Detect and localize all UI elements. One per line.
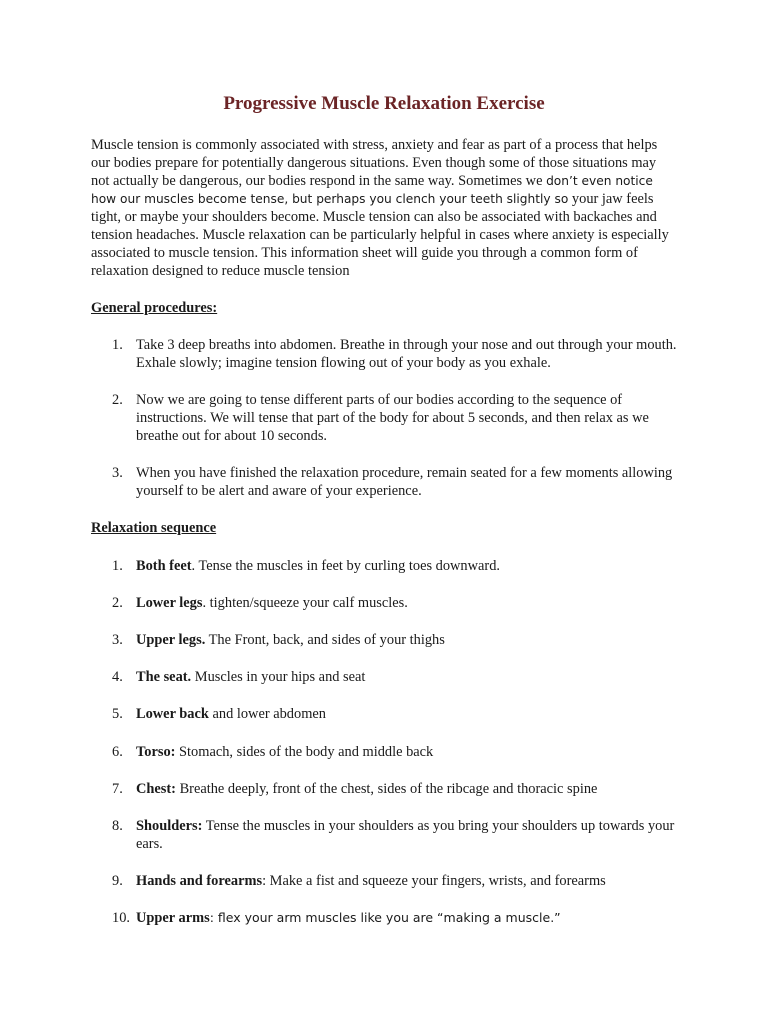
item-label: Both feet <box>136 558 192 574</box>
item-label: Chest: <box>136 781 176 797</box>
intro-paragraph <box>91 136 676 280</box>
item-number: 4. <box>112 669 123 685</box>
item-number: 6. <box>112 744 123 760</box>
item-text: . tighten/squeeze your calf muscles. <box>202 595 408 611</box>
general-procedures-heading: General procedures: <box>91 300 218 316</box>
item-number: 1. <box>112 337 123 353</box>
general-procedure-item <box>112 464 682 500</box>
item-label: Lower back <box>136 706 209 722</box>
item-number: 2. <box>112 595 123 611</box>
item-text: : Make a fist and squeeze your fingers, wrists, and forearms <box>262 873 606 889</box>
item-label: Upper arms <box>136 910 210 926</box>
sequence-item <box>112 668 682 686</box>
item-label: Torso: <box>136 744 176 760</box>
item-text: Take 3 deep breaths into abdomen. Breathe in through your nose and out through your mouth. Exhale slowly; imagine tension flowing out of your body as you exhale. <box>136 337 677 371</box>
item-text: : flex your arm muscles like you are “making a muscle.” <box>209 910 561 925</box>
item-text: The Front, back, and sides of your thighs <box>205 632 445 648</box>
item-number: 5. <box>112 706 123 722</box>
document-title: Progressive Muscle Relaxation Exercise <box>223 93 545 114</box>
relaxation-sequence-heading: Relaxation sequence <box>91 520 217 536</box>
item-number: 9. <box>112 873 123 889</box>
item-number: 2. <box>112 392 123 408</box>
sequence-item <box>112 743 682 761</box>
item-text: Now we are going to tense different parts of our bodies according to the sequence of instructions. We will tense that part of the body for about 5 seconds, and then relax as we breathe out for about 10 seconds. <box>136 392 649 444</box>
item-label: Upper legs. <box>136 632 206 648</box>
sequence-item <box>112 705 682 723</box>
intro-text-part3: your jaw feels tight, or maybe your shoulders become. Muscle tension can also be associated with backaches and tension headaches. Muscle relaxation can be particularly helpful in cases where anxiety is especially associated to muscle tension. This information sheet will guide you through a common form of relaxation designed to reduce muscle tension <box>91 191 669 279</box>
sequence-item <box>112 872 682 890</box>
sequence-item <box>112 817 682 853</box>
sequence-item <box>112 909 682 927</box>
item-label: Lower legs <box>136 595 203 611</box>
item-label: Hands and forearms <box>136 873 263 889</box>
sequence-item <box>112 557 682 575</box>
sequence-item <box>112 594 682 612</box>
item-number: 10. <box>112 910 130 926</box>
intro-text-part1: Muscle tension is commonly associated with stress, anxiety and fear as part of a process that helps our bodies prepare for potentially dangerous situations. Even though some of those situations may not actually be dangerous, our bodies respond in the same way. Sometimes we <box>91 137 658 189</box>
item-text: Muscles in your hips and seat <box>191 669 366 685</box>
sequence-item <box>112 631 682 649</box>
general-procedure-item <box>112 336 682 372</box>
item-text: Breathe deeply, front of the chest, sides of the ribcage and thoracic spine <box>175 781 598 797</box>
general-procedure-item <box>112 391 682 445</box>
item-number: 7. <box>112 781 123 797</box>
item-text: Stomach, sides of the body and middle back <box>175 744 434 760</box>
item-text: Tense the muscles in your shoulders as you bring your shoulders up towards your ears. <box>136 818 675 852</box>
item-text: When you have finished the relaxation procedure, remain seated for a few moments allowing yourself to be alert and aware of your experience. <box>136 465 673 499</box>
sequence-item <box>112 780 682 798</box>
item-label: The seat. <box>136 669 192 685</box>
item-text: . Tense the muscles in feet by curling toes downward. <box>191 558 500 574</box>
item-number: 3. <box>112 465 123 481</box>
item-number: 3. <box>112 632 123 648</box>
item-number: 8. <box>112 818 123 834</box>
intro-text-part2: don’t even notice how our muscles become tense, but perhaps you clench your teeth slightly so <box>91 174 653 206</box>
item-label: Shoulders: <box>136 818 203 834</box>
item-text: and lower abdomen <box>208 706 326 722</box>
item-number: 1. <box>112 558 123 574</box>
